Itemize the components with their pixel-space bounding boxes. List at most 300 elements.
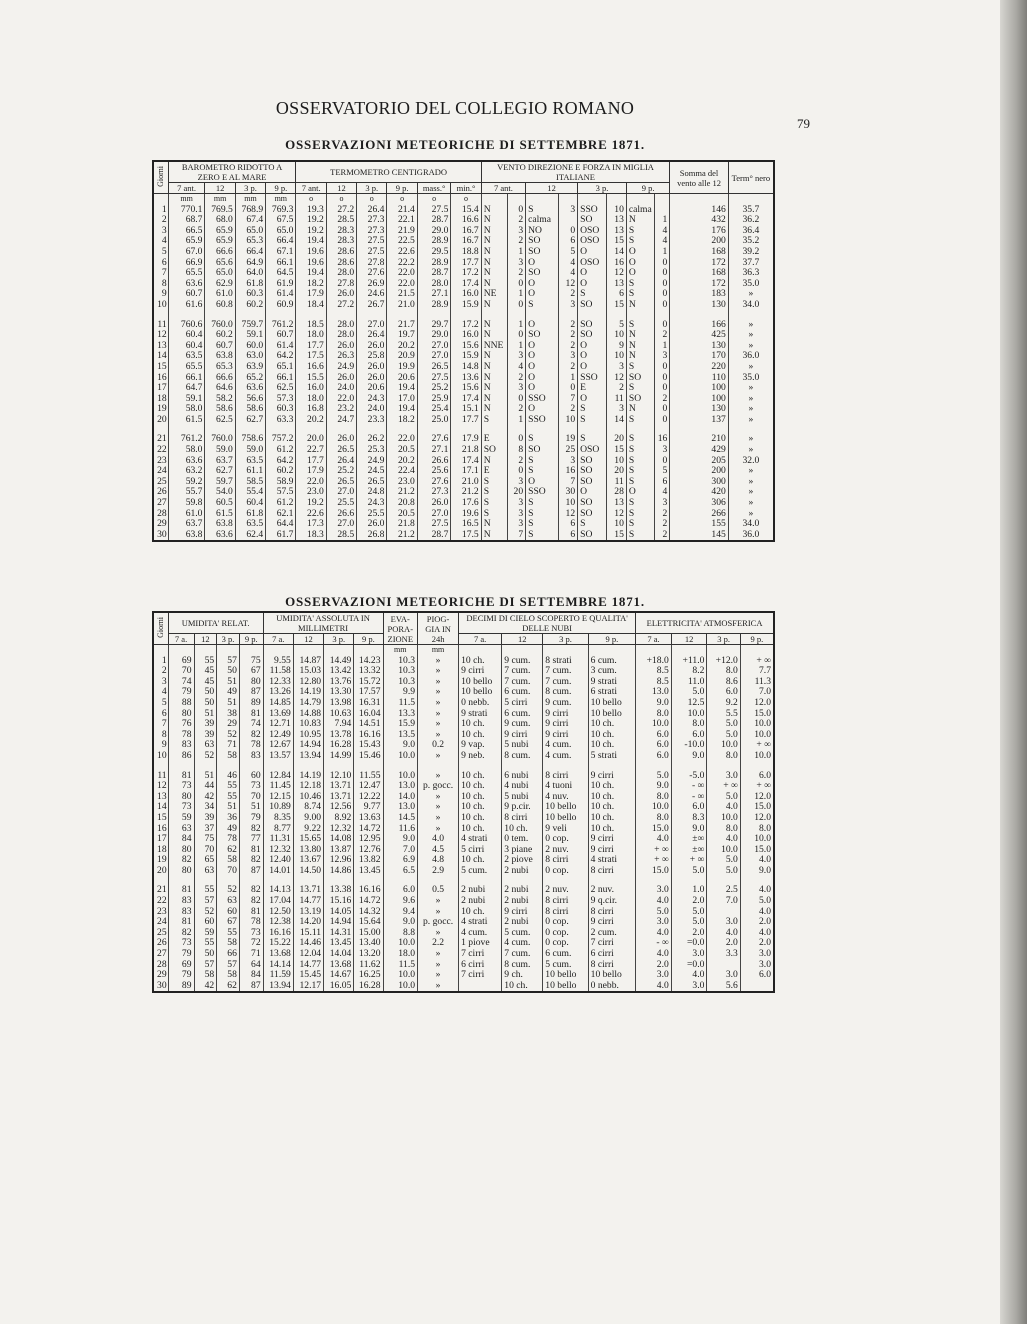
spacer-cell bbox=[728, 311, 774, 320]
table-row bbox=[153, 740, 774, 751]
table-cell: 13.78 bbox=[324, 730, 354, 741]
table-cell: 26.0 bbox=[357, 341, 387, 352]
day-cell: 3 bbox=[153, 677, 168, 688]
table-cell: 3.0 bbox=[636, 970, 672, 981]
day-cell: 12 bbox=[153, 781, 168, 792]
table-cell: 14.08 bbox=[324, 834, 354, 845]
table-cell: 10 ch. bbox=[459, 656, 502, 667]
table-cell: 2 nuv. bbox=[543, 845, 588, 856]
sub-header: min.° bbox=[451, 183, 481, 194]
table-cell: 55 bbox=[194, 938, 217, 949]
table-cell: 12.67 bbox=[263, 740, 293, 751]
table-cell: +12.0 bbox=[707, 656, 740, 667]
table-cell: 16.28 bbox=[324, 740, 354, 751]
table-cell: 26.0 bbox=[326, 341, 356, 352]
table-cell: 60.4 bbox=[168, 341, 205, 352]
table-cell: 32.0 bbox=[728, 456, 774, 467]
day-cell: 11 bbox=[153, 320, 168, 331]
table-cell: 9 cum. bbox=[543, 698, 588, 709]
table-cell: 75 bbox=[194, 834, 217, 845]
unit-cell bbox=[670, 194, 729, 205]
table-cell: 9.0 bbox=[636, 781, 672, 792]
table-cell: 29 bbox=[217, 719, 240, 730]
table-cell: 68.7 bbox=[168, 215, 205, 226]
table-cell: 2 bbox=[558, 320, 578, 331]
sub-header: 9 p. bbox=[239, 634, 263, 645]
binding-edge bbox=[1000, 0, 1027, 1324]
table-cell: 57.3 bbox=[266, 394, 296, 405]
table-cell: 24.9 bbox=[326, 362, 356, 373]
table-cell: + ∞ bbox=[636, 845, 672, 856]
table-cell: 8 strati bbox=[543, 656, 588, 667]
table-cell: 44 bbox=[194, 781, 217, 792]
table-cell: 0 bbox=[507, 466, 525, 477]
table-cell: 10 bbox=[607, 330, 627, 341]
table-cell: 17.3 bbox=[296, 519, 326, 530]
table-cell: 9.77 bbox=[354, 802, 383, 813]
unit-label: mm bbox=[168, 194, 205, 205]
table-cell: 25.2 bbox=[417, 383, 451, 394]
table-cell: 61.4 bbox=[266, 341, 296, 352]
table-row bbox=[153, 466, 774, 477]
table-cell: 26.3 bbox=[326, 351, 356, 362]
table-cell: - ∞ bbox=[671, 792, 707, 803]
table-cell: 19.9 bbox=[387, 362, 417, 373]
table-cell: 2.0 bbox=[740, 917, 774, 928]
table-cell: 13.82 bbox=[354, 855, 383, 866]
table-cell: 758.6 bbox=[235, 434, 265, 445]
table-cell: 62.5 bbox=[266, 383, 296, 394]
table-cell: 4 strati bbox=[459, 834, 502, 845]
table-cell: p. gocc. bbox=[418, 781, 459, 792]
table-cell: S bbox=[481, 415, 507, 426]
table-cell: 14.77 bbox=[293, 960, 323, 971]
table-cell: 5.0 bbox=[671, 917, 707, 928]
table-cell: SO bbox=[526, 330, 559, 341]
table-cell: 10 bbox=[607, 519, 627, 530]
table-cell: 63 bbox=[168, 824, 194, 835]
unit-cell bbox=[636, 645, 672, 656]
table-cell: 65.2 bbox=[235, 373, 265, 384]
table-row bbox=[153, 519, 774, 530]
table-row bbox=[153, 445, 774, 456]
table-cell: N bbox=[481, 394, 507, 405]
table-cell: 10 bello bbox=[543, 970, 588, 981]
table-cell: O bbox=[526, 258, 559, 269]
sub-header: 12 bbox=[671, 634, 707, 645]
unit-label: o bbox=[451, 194, 481, 205]
spacer-cell bbox=[153, 311, 168, 320]
table-cell: 21.5 bbox=[387, 289, 417, 300]
table-cell: » bbox=[418, 730, 459, 741]
table-cell: 23.0 bbox=[296, 487, 326, 498]
table-cell: 5.0 bbox=[707, 719, 740, 730]
table-cell: SSO bbox=[526, 415, 559, 426]
unit-label: mm bbox=[266, 194, 296, 205]
unit-cell bbox=[239, 645, 263, 656]
table-cell: S bbox=[626, 477, 654, 488]
table-cell: 3 bbox=[507, 383, 525, 394]
spacer-cell bbox=[502, 762, 543, 771]
group-spacer bbox=[153, 876, 774, 885]
table-cell: 13 bbox=[607, 279, 627, 290]
table-cell: 34.0 bbox=[728, 519, 774, 530]
table-cell: 57 bbox=[217, 656, 240, 667]
table-cell: 0 bbox=[655, 362, 670, 373]
unit-cell bbox=[728, 194, 774, 205]
table-cell: 0 cop. bbox=[543, 866, 588, 877]
table-cell: 12.84 bbox=[263, 771, 293, 782]
table-cell: 5.5 bbox=[707, 709, 740, 720]
day-cell: 28 bbox=[153, 960, 168, 971]
spacer-cell bbox=[326, 425, 356, 434]
table-row bbox=[153, 781, 774, 792]
sub-header: 3 p. bbox=[543, 634, 588, 645]
table-cell: 22.2 bbox=[387, 258, 417, 269]
table-cell: 10 bbox=[558, 498, 578, 509]
table-cell: 23.0 bbox=[387, 477, 417, 488]
table-row bbox=[153, 698, 774, 709]
table-cell: 6 bbox=[558, 236, 578, 247]
table-cell: 80 bbox=[168, 845, 194, 856]
table-cell: N bbox=[626, 215, 654, 226]
units-row bbox=[153, 194, 774, 205]
table-cell: -5.0 bbox=[671, 771, 707, 782]
header-term-nero: Term° nero bbox=[728, 161, 774, 194]
table-cell: 80 bbox=[168, 866, 194, 877]
table-cell: 21.2 bbox=[387, 487, 417, 498]
table-cell: 73 bbox=[239, 781, 263, 792]
table-cell: 15.45 bbox=[293, 970, 323, 981]
table-cell: 22.1 bbox=[387, 215, 417, 226]
table-cell: 28.9 bbox=[417, 300, 451, 311]
table-cell: 8 bbox=[507, 445, 525, 456]
table-cell: 16.8 bbox=[296, 404, 326, 415]
table-cell: » bbox=[728, 487, 774, 498]
table-cell: 54.0 bbox=[205, 487, 235, 498]
table-cell: 4 strati bbox=[588, 855, 636, 866]
table-cell: 61.1 bbox=[235, 466, 265, 477]
table-cell: 26.6 bbox=[417, 456, 451, 467]
table-cell: O bbox=[526, 373, 559, 384]
table-cell: 15 bbox=[607, 236, 627, 247]
table-cell: 67.5 bbox=[266, 215, 296, 226]
table-cell: 9 veli bbox=[543, 824, 588, 835]
table-cell: 26.0 bbox=[326, 289, 356, 300]
table-cell: 16.25 bbox=[354, 970, 383, 981]
table-cell: 0 bbox=[655, 300, 670, 311]
spacer-cell bbox=[588, 762, 636, 771]
sub-header: 9 p. bbox=[266, 183, 296, 194]
table-cell: 16.16 bbox=[354, 730, 383, 741]
table-cell: 2.0 bbox=[671, 928, 707, 939]
table-cell: 13.71 bbox=[324, 781, 354, 792]
spacer-cell bbox=[417, 425, 451, 434]
table-cell: 9 q.cir. bbox=[588, 896, 636, 907]
table-cell: 6 cum. bbox=[502, 687, 543, 698]
table-cell: 28.9 bbox=[417, 258, 451, 269]
table-cell: 10.3 bbox=[383, 666, 418, 677]
group-spacer bbox=[153, 311, 774, 320]
table-cell: 20 bbox=[607, 434, 627, 445]
table-cell: 22.4 bbox=[387, 466, 417, 477]
table-cell: 0 cop. bbox=[543, 917, 588, 928]
table-cell: 14.72 bbox=[354, 824, 383, 835]
table-cell: » bbox=[728, 404, 774, 415]
table-cell: 14.46 bbox=[293, 938, 323, 949]
table-cell: 0 bbox=[558, 383, 578, 394]
table-cell: 14.79 bbox=[293, 698, 323, 709]
table-cell: 2 bbox=[507, 373, 525, 384]
table-cell: 0 bbox=[507, 205, 525, 216]
table-cell: 26.4 bbox=[326, 456, 356, 467]
table-cell: 20.2 bbox=[387, 341, 417, 352]
table-cell: 7.7 bbox=[740, 666, 774, 677]
table-cell: 28.5 bbox=[326, 530, 356, 542]
table-cell: calma bbox=[526, 215, 559, 226]
day-cell: 11 bbox=[153, 771, 168, 782]
table-cell: 6.0 bbox=[383, 885, 418, 896]
table-cell: 20.6 bbox=[357, 383, 387, 394]
table-cell: 61.2 bbox=[266, 498, 296, 509]
table-cell: 4 cum. bbox=[543, 751, 588, 762]
table-cell: 13.76 bbox=[324, 677, 354, 688]
table-cell: 36.0 bbox=[728, 530, 774, 542]
day-cell: 3 bbox=[153, 226, 168, 237]
table-cell: 2.0 bbox=[707, 938, 740, 949]
table-cell: O bbox=[526, 341, 559, 352]
table-cell: 75 bbox=[239, 656, 263, 667]
table-cell: 20.9 bbox=[387, 351, 417, 362]
table-cell: 3 bbox=[507, 509, 525, 520]
table-row bbox=[153, 677, 774, 688]
table-cell: 61.6 bbox=[168, 300, 205, 311]
table-cell: 63.8 bbox=[205, 519, 235, 530]
table-cell: 8 cirri bbox=[588, 866, 636, 877]
day-cell: 20 bbox=[153, 866, 168, 877]
day-cell: 27 bbox=[153, 949, 168, 960]
table-cell: 0 bbox=[655, 279, 670, 290]
table-cell: 83 bbox=[239, 751, 263, 762]
table-cell: 10 ch. bbox=[588, 813, 636, 824]
table-cell: 3.3 bbox=[707, 949, 740, 960]
table-cell: » bbox=[418, 960, 459, 971]
table-cell: 60.2 bbox=[266, 466, 296, 477]
table-cell: 14.20 bbox=[293, 917, 323, 928]
table-cell: S bbox=[526, 466, 559, 477]
table-cell: 220 bbox=[670, 362, 729, 373]
table-cell: 13.68 bbox=[263, 949, 293, 960]
table-cell: 9 bbox=[607, 341, 627, 352]
table-cell: O bbox=[626, 268, 654, 279]
table-cell: 10.0 bbox=[383, 771, 418, 782]
table-cell: N bbox=[481, 362, 507, 373]
spacer-cell bbox=[655, 311, 670, 320]
table-cell: 17.4 bbox=[451, 456, 481, 467]
table-cell: 7.0 bbox=[383, 845, 418, 856]
day-cell: 21 bbox=[153, 434, 168, 445]
table-cell: 27.5 bbox=[357, 247, 387, 258]
table-cell: 12.95 bbox=[354, 834, 383, 845]
table-cell: S bbox=[481, 487, 507, 498]
table-cell: 10 bbox=[607, 456, 627, 467]
table-cell: 19.6 bbox=[296, 258, 326, 269]
table-cell: 15.43 bbox=[354, 740, 383, 751]
table-cell: 65.0 bbox=[205, 268, 235, 279]
table-cell: 8 cirri bbox=[588, 907, 636, 918]
table-cell: 28.0 bbox=[326, 330, 356, 341]
table-cell: 168 bbox=[670, 247, 729, 258]
table-cell: 17.2 bbox=[451, 320, 481, 331]
table-cell: 19.4 bbox=[387, 383, 417, 394]
spacer-cell bbox=[266, 425, 296, 434]
table-cell: 28 bbox=[607, 487, 627, 498]
table-cell: 14.5 bbox=[383, 813, 418, 824]
day-cell: 2 bbox=[153, 215, 168, 226]
table-cell: 4.0 bbox=[636, 834, 672, 845]
day-cell: 24 bbox=[153, 466, 168, 477]
unit-cell bbox=[194, 645, 217, 656]
day-cell: 25 bbox=[153, 477, 168, 488]
table-cell: 0 bbox=[655, 404, 670, 415]
table-cell: 14.77 bbox=[293, 896, 323, 907]
table-row bbox=[153, 687, 774, 698]
table-cell: 5.0 bbox=[707, 730, 740, 741]
table-cell: 4.0 bbox=[740, 885, 774, 896]
table-cell: 11.31 bbox=[263, 834, 293, 845]
table-row bbox=[153, 477, 774, 488]
table-cell: 9 cirri bbox=[543, 730, 588, 741]
table-cell: 10 bello bbox=[459, 677, 502, 688]
table-cell: 2 bbox=[558, 289, 578, 300]
table-cell: 9 vap. bbox=[459, 740, 502, 751]
table-cell: 12.10 bbox=[324, 771, 354, 782]
table-cell: 16.5 bbox=[451, 519, 481, 530]
spacer-cell bbox=[235, 425, 265, 434]
table-cell: 760.0 bbox=[205, 434, 235, 445]
table-cell: 70 bbox=[217, 866, 240, 877]
table-row bbox=[153, 330, 774, 341]
table-cell: 12.0 bbox=[740, 792, 774, 803]
table-cell: 130 bbox=[670, 300, 729, 311]
table-cell: 65.0 bbox=[266, 226, 296, 237]
table-cell: » bbox=[728, 477, 774, 488]
table-cell: 27.5 bbox=[357, 236, 387, 247]
table-cell: 7.94 bbox=[324, 719, 354, 730]
table-cell: 19.4 bbox=[296, 268, 326, 279]
table-row bbox=[153, 970, 774, 981]
spacer-cell bbox=[417, 311, 451, 320]
table-row bbox=[153, 981, 774, 993]
table-cell: 2 nubi bbox=[502, 885, 543, 896]
weather-table-1 bbox=[152, 160, 775, 542]
table-cell: 21.8 bbox=[451, 445, 481, 456]
spacer-cell bbox=[324, 876, 354, 885]
table-cell: 62.4 bbox=[235, 530, 265, 542]
table-cell: 5 cum. bbox=[543, 960, 588, 971]
table-cell: 16.6 bbox=[296, 362, 326, 373]
table-cell: 24.9 bbox=[357, 456, 387, 467]
spacer-cell bbox=[205, 311, 235, 320]
sub-header: 12 bbox=[205, 183, 235, 194]
table-cell: 59 bbox=[168, 813, 194, 824]
table-cell: 16.16 bbox=[354, 885, 383, 896]
table-cell: 58 bbox=[194, 970, 217, 981]
table-cell: 63.6 bbox=[235, 383, 265, 394]
table-row bbox=[153, 907, 774, 918]
table-cell: 15.00 bbox=[354, 928, 383, 939]
table-cell: S bbox=[626, 415, 654, 426]
table-cell: 24.0 bbox=[326, 383, 356, 394]
table-cell: 10 bello bbox=[588, 698, 636, 709]
table-cell: 8 cirri bbox=[543, 907, 588, 918]
table-cell: 4 bbox=[655, 236, 670, 247]
spacer-cell bbox=[588, 876, 636, 885]
table-cell: 52 bbox=[217, 730, 240, 741]
day-cell: 4 bbox=[153, 687, 168, 698]
table-cell: 15.22 bbox=[263, 938, 293, 949]
table-cell: 14.0 bbox=[383, 792, 418, 803]
table-cell: NO bbox=[526, 226, 559, 237]
table-cell: 55.7 bbox=[168, 487, 205, 498]
table-cell: 100 bbox=[670, 394, 729, 405]
table-cell: SO bbox=[578, 530, 607, 542]
table-cell: 3 bbox=[655, 498, 670, 509]
table-cell: 137 bbox=[670, 415, 729, 426]
table-row bbox=[153, 215, 774, 226]
spacer-cell bbox=[418, 876, 459, 885]
table-cell bbox=[740, 981, 774, 993]
table-cell: 17.0 bbox=[387, 394, 417, 405]
table-cell: 110 bbox=[670, 373, 729, 384]
table-cell: » bbox=[728, 289, 774, 300]
table-cell: 10.0 bbox=[636, 719, 672, 730]
table-cell: SO bbox=[578, 456, 607, 467]
table-cell: 4 nubi bbox=[502, 781, 543, 792]
sub-header: 12 bbox=[293, 634, 323, 645]
table-cell: N bbox=[626, 404, 654, 415]
table-cell: 19.2 bbox=[296, 215, 326, 226]
table-row bbox=[153, 917, 774, 928]
table-cell: 17.7 bbox=[296, 341, 326, 352]
table-cell: 2 nubi bbox=[459, 885, 502, 896]
table-cell: 59.7 bbox=[205, 477, 235, 488]
day-cell: 4 bbox=[153, 236, 168, 247]
table-cell: 14.94 bbox=[293, 740, 323, 751]
table-cell: 3 bbox=[558, 456, 578, 467]
table-cell: 3 cum. bbox=[588, 666, 636, 677]
table-cell: » bbox=[728, 330, 774, 341]
table-cell: 55.4 bbox=[235, 487, 265, 498]
table-cell: 0 bbox=[655, 289, 670, 300]
table-cell: S bbox=[626, 466, 654, 477]
table-cell: 81 bbox=[239, 907, 263, 918]
table-cell: 49 bbox=[217, 824, 240, 835]
table-cell: 8.77 bbox=[263, 824, 293, 835]
table-cell: 2 bbox=[558, 330, 578, 341]
table-cell: 55 bbox=[194, 885, 217, 896]
table-cell: N bbox=[481, 226, 507, 237]
table-cell: S bbox=[626, 530, 654, 542]
table-cell: 70 bbox=[194, 845, 217, 856]
spacer-cell bbox=[507, 311, 525, 320]
table-cell: 57 bbox=[194, 960, 217, 971]
table-cell: 130 bbox=[670, 404, 729, 415]
table-cell: 65.6 bbox=[205, 258, 235, 269]
page-header: OSSERVATORIO DEL COLLEGIO ROMANO bbox=[275, 98, 635, 118]
table-cell: 0 cop. bbox=[543, 928, 588, 939]
table-cell: 14.14 bbox=[263, 960, 293, 971]
